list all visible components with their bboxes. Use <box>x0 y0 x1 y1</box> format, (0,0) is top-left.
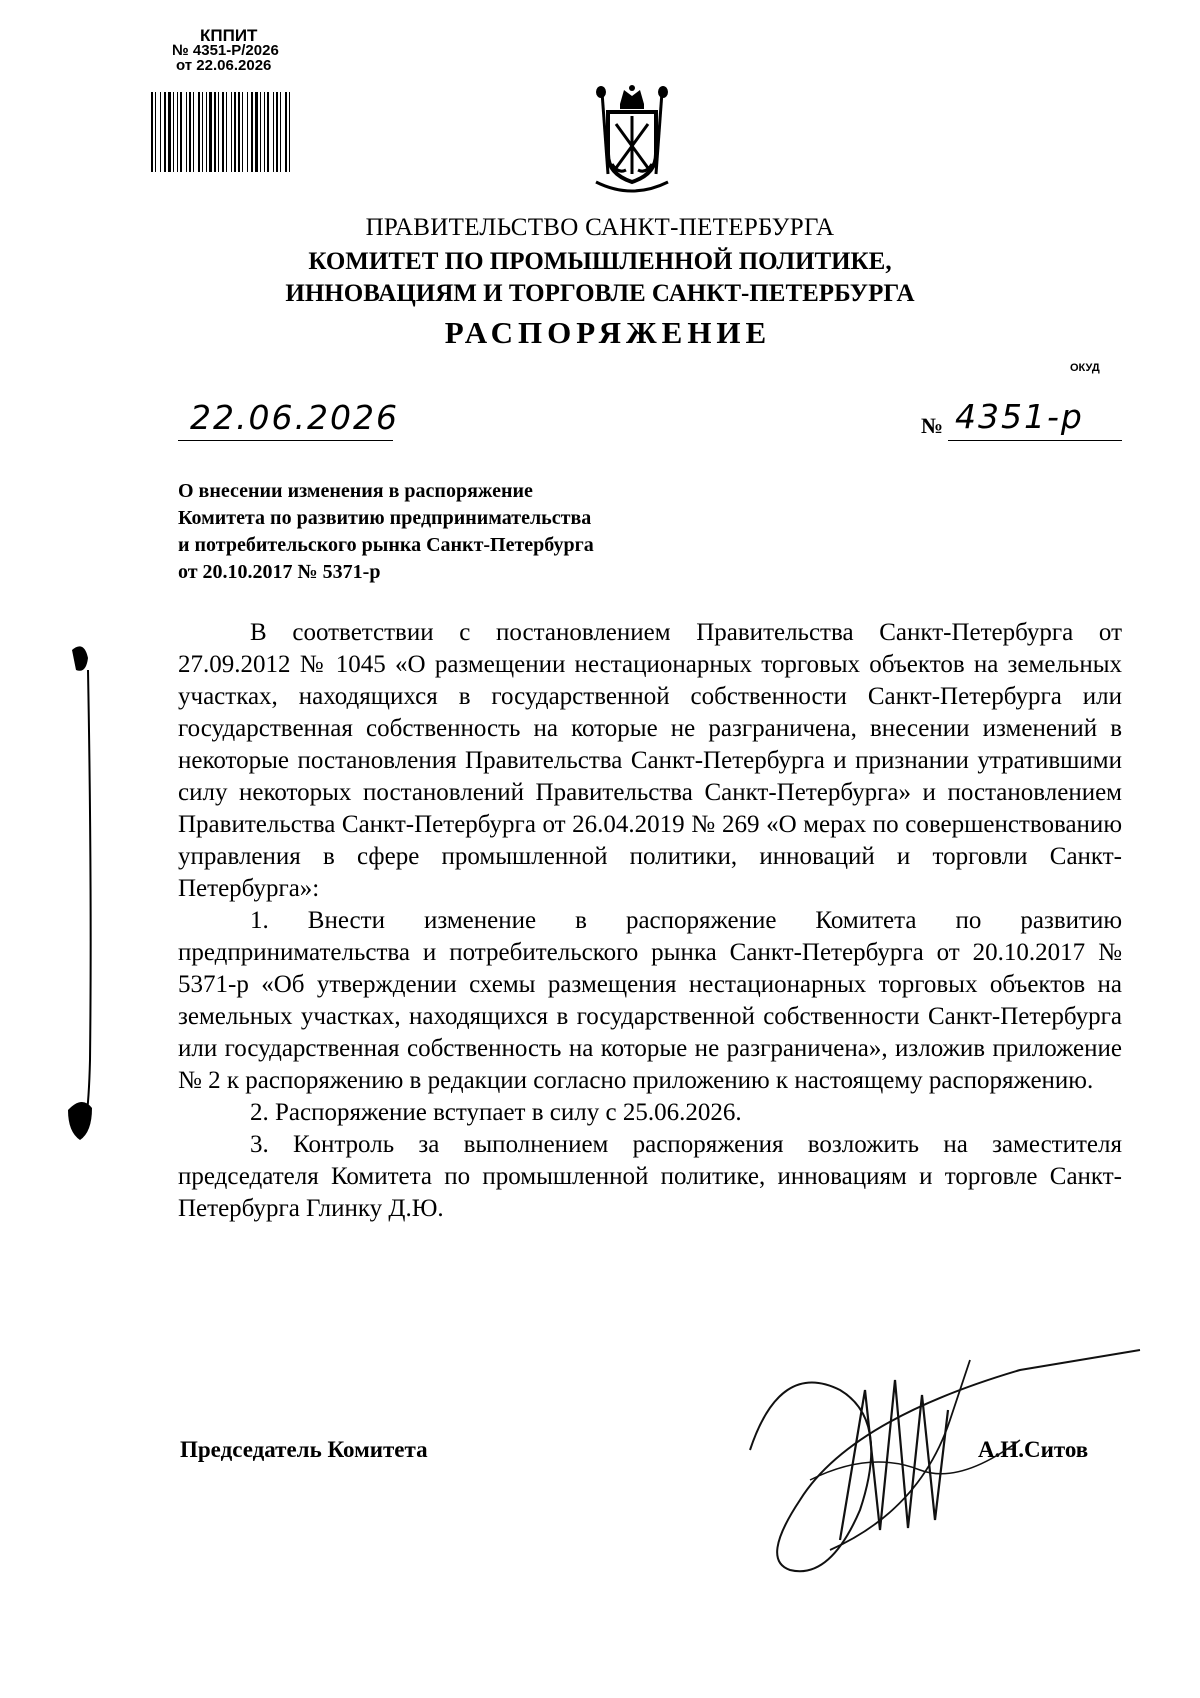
clause-3: 3. Контроль за выполнением распоряжения возложить на заместителя председателя Комитета по промышленной политике, инновациям и торговле Санкт-Петербурга Глинку Д.Ю. <box>178 1131 1122 1222</box>
subject-block <box>178 478 738 586</box>
registration-stamp <box>150 28 290 73</box>
government-title: ПРАВИТЕЛЬСТВО САНКТ-ПЕТЕРБУРГА <box>365 214 835 241</box>
document-body <box>178 617 1122 1225</box>
number-underline <box>948 440 1122 441</box>
committee-title-line2: ИННОВАЦИЯМ И ТОРГОВЛЕ САНКТ-ПЕТЕРБУРГА <box>285 280 915 307</box>
preamble-paragraph: В соответствии с постановлением Правительства Санкт-Петербурга от 27.09.2012 № 1045 «О размещении нестационарных торговых объектов на земельных участках, находящихся в государственной собственности Санкт-Петербурга или государственная собственность на которые не разграничена, внесении изменений в некоторые постановления Правительства Санкт-Петербурга и признании утратившими силу некоторых постановлений Правительства Санкт-Петербурга» и постановлением Правительства Санкт-Петербурга от 26.04.2019 № 269 «О мерах по совершенствованию управления в сфере промышленной политики, инноваций и торговли Санкт-Петербурга»: <box>178 619 1122 902</box>
document-number: 4351-р <box>955 397 1084 436</box>
subject-line: Комитета по развитию предпринимательства <box>178 507 592 529</box>
document-type: РАСПОРЯЖЕНИЕ <box>444 315 772 350</box>
coat-of-arms-icon <box>590 82 674 194</box>
number-label: № <box>921 413 944 438</box>
subject-line: О внесении изменения в распоряжение <box>178 480 533 502</box>
committee-title-line1: КОМИТЕТ ПО ПРОМЫШЛЕННОЙ ПОЛИТИКЕ, <box>308 248 892 275</box>
signatory-name: А.Н.Ситов <box>978 1437 1089 1462</box>
clause-2: 2. Распоряжение вступает в силу с 25.06.2026. <box>250 1099 742 1126</box>
subject-line: от 20.10.2017 № 5371-р <box>178 561 381 583</box>
barcode-icon <box>151 92 291 172</box>
document-date: 22.06.2026 <box>190 398 399 437</box>
binder-hole-marks <box>62 640 102 1160</box>
subject-line: и потребительского рынка Санкт-Петербурга <box>178 534 594 556</box>
handwritten-signature <box>690 1300 1150 1600</box>
stamp-org: КППИТ <box>200 26 258 45</box>
clause-1: 1. Внести изменение в распоряжение Комитета по развитию предпринимательства и потребительского рынка Санкт-Петербурга от 20.10.2017 № 5371-р «Об утверждении схемы размещения нестационарных торговых объектов на земельных участках, находящихся в государственной собственности Санкт-Петербурга или государственная собственность на которые не разграничена», изложив приложение № 2 к распоряжению в редакции согласно приложению к настоящему распоряжению. <box>178 907 1122 1094</box>
stamp-date: от 22.06.2026 <box>176 57 272 74</box>
okud-label: ОКУД <box>1070 362 1100 374</box>
date-underline <box>178 440 393 441</box>
signatory-title: Председатель Комитета <box>180 1437 428 1462</box>
stamp-number: № 4351-Р/2026 <box>172 42 279 59</box>
